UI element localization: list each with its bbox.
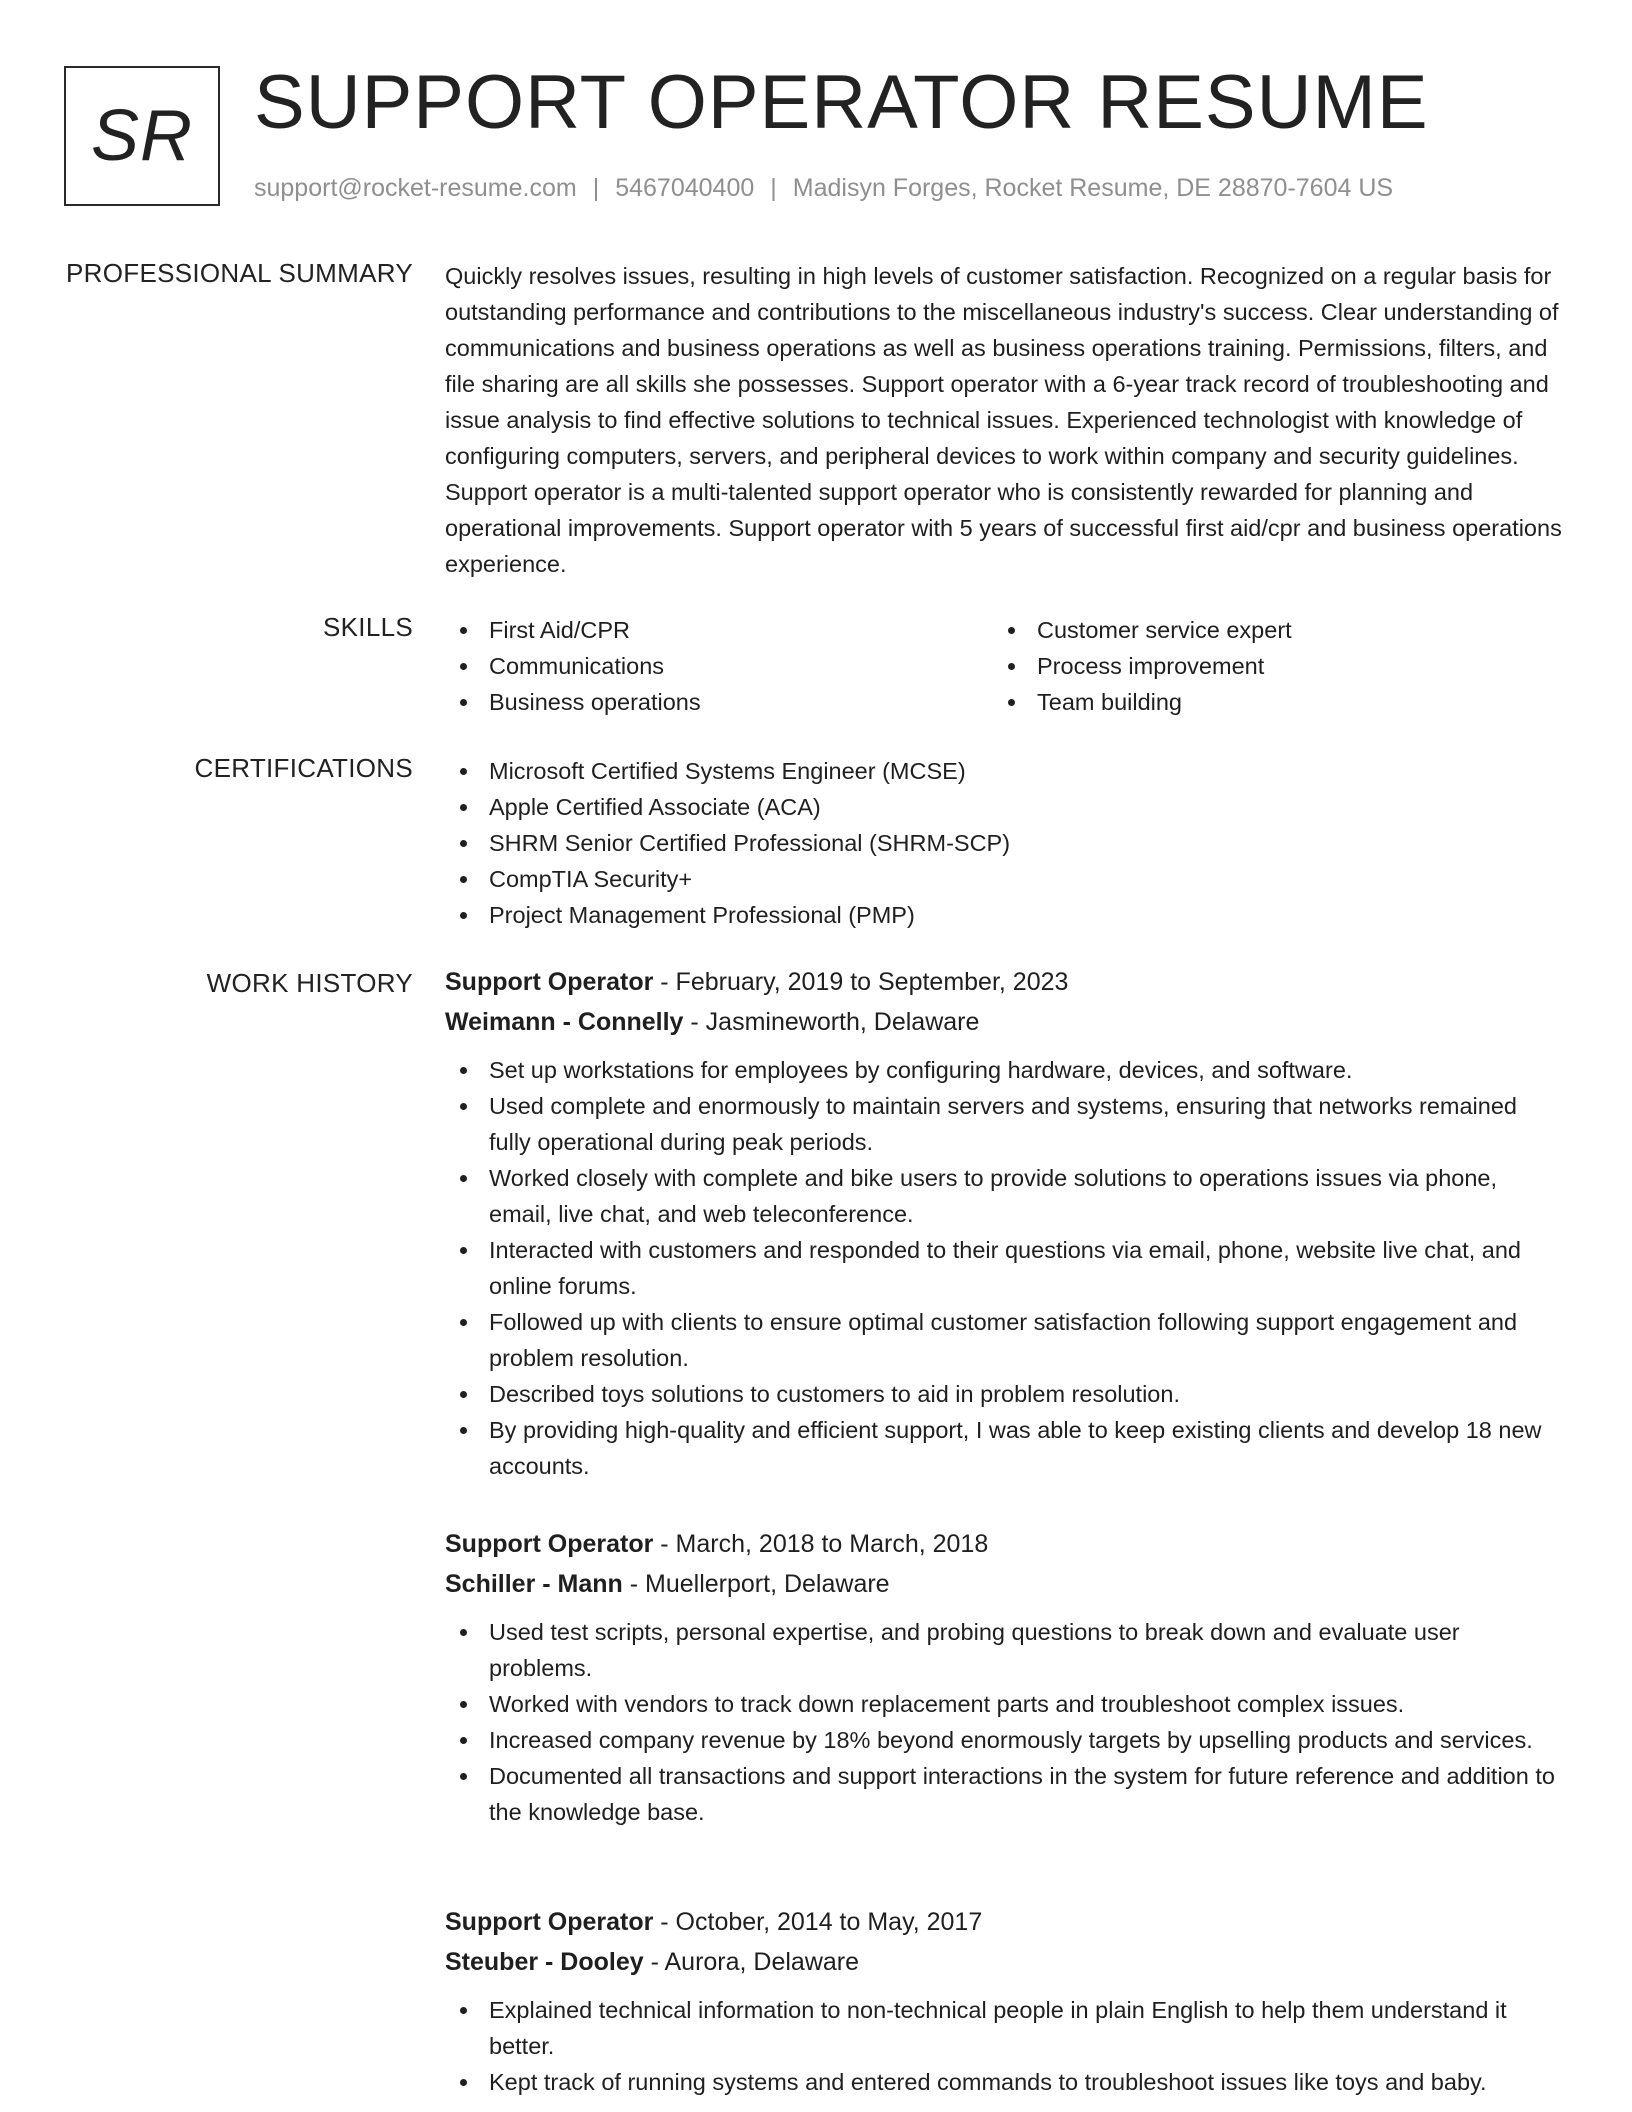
job-entry xyxy=(445,962,1563,1484)
job-location: - Jasmineworth, Delaware xyxy=(683,1008,980,1036)
skill-item: Team building xyxy=(993,684,1541,720)
job-bullet: Documented all transactions and support interactions in the system for future reference and addition to the knowledge base. xyxy=(445,1758,1563,1830)
contact-separator: | xyxy=(770,174,777,202)
job-bullet: Described toys solutions to customers to aid in problem resolution. xyxy=(445,1376,1563,1412)
job-bullet: Used complete and enormously to maintain servers and systems, ensuring that networks remained fully operational during peak periods. xyxy=(445,1088,1563,1160)
job-bullet: Explained technical information to non-technical people in plain English to help them understand it better. xyxy=(445,1992,1563,2064)
job-company-line xyxy=(445,1564,1563,1604)
job-entry xyxy=(445,1902,1563,2100)
job-bullet: Increased company revenue by 18% beyond enormously targets by upselling products and services. xyxy=(445,1722,1563,1758)
job-company: Steuber - Dooley xyxy=(445,1948,644,1976)
job-company: Schiller - Mann xyxy=(445,1570,623,1598)
certification-item: Project Management Professional (PMP) xyxy=(445,897,1563,933)
job-bullets xyxy=(445,1992,1563,2100)
job-location: - Muellerport, Delaware xyxy=(622,1570,890,1598)
certification-item: SHRM Senior Certified Professional (SHRM-SCP) xyxy=(445,825,1563,861)
contact-line xyxy=(254,174,1393,203)
summary-heading: PROFESSIONAL SUMMARY xyxy=(66,258,413,288)
certifications-list xyxy=(445,753,1563,933)
job-dates: - March, 2018 to March, 2018 xyxy=(653,1530,989,1558)
skills-column-2 xyxy=(993,612,1541,720)
job-title: Support Operator xyxy=(445,1530,654,1558)
certification-item: CompTIA Security+ xyxy=(445,861,1563,897)
skills-heading: SKILLS xyxy=(323,612,413,642)
contact-separator: | xyxy=(592,174,600,202)
job-company-line xyxy=(445,1002,1563,1042)
job-title: Support Operator xyxy=(445,1908,654,1936)
contact-email[interactable]: support@rocket-resume.com xyxy=(254,174,577,202)
summary-text: Quickly resolves issues, resulting in high levels of customer satisfaction. Recognized on a regular basis for outstanding performance and contributions to the miscellaneous industry's success. Clear understanding of communications and business operations as well as business operations training. Permissions, filters, and file sharing are all skills she possesses. Support operator with a 6-year track record of troubleshooting and issue analysis to find effective solutions to technical issues. Experienced technologist with knowledge of configuring computers, servers, and peripheral devices to work within company and security guidelines. Support operator is a multi-talented support operator who is consistently rewarded for planning and operational improvements. Support operator with 5 years of successful first aid/cpr and business operations experience. xyxy=(445,263,1562,577)
contact-address: Madisyn Forges, Rocket Resume, DE 28870-7604 US xyxy=(792,174,1394,202)
job-bullet: By providing high-quality and efficient support, I was able to keep existing clients and develop 18 new accounts. xyxy=(445,1412,1563,1484)
job-title: Support Operator xyxy=(445,968,654,996)
skills-column-1 xyxy=(445,612,993,720)
job-company: Weimann - Connelly xyxy=(445,1008,684,1036)
job-title-line xyxy=(445,1524,1563,1564)
resume-title: SUPPORT OPERATOR RESUME xyxy=(254,60,1429,145)
job-bullet: Used test scripts, personal expertise, and probing questions to break down and evaluate user problems. xyxy=(445,1614,1563,1686)
monogram-initials: SR xyxy=(90,96,194,176)
job-bullet: Followed up with clients to ensure optimal customer satisfaction following support engagement and problem resolution. xyxy=(445,1304,1563,1376)
job-bullet: Set up workstations for employees by configuring hardware, devices, and software. xyxy=(445,1052,1563,1088)
job-bullets xyxy=(445,1614,1563,1830)
job-bullet: Interacted with customers and responded to their questions via email, phone, website live chat, and online forums. xyxy=(445,1232,1563,1304)
job-entry xyxy=(445,1524,1563,1830)
job-bullet: Worked with vendors to track down replacement parts and troubleshoot complex issues. xyxy=(445,1686,1563,1722)
job-dates: - October, 2014 to May, 2017 xyxy=(653,1908,983,1936)
job-bullet: Kept track of running systems and entered commands to troubleshoot issues like toys and baby. xyxy=(445,2064,1563,2100)
job-dates: - February, 2019 to September, 2023 xyxy=(653,968,1069,996)
certifications-heading: CERTIFICATIONS xyxy=(194,753,413,783)
skill-item: Process improvement xyxy=(993,648,1541,684)
certification-item: Microsoft Certified Systems Engineer (MCSE) xyxy=(445,753,1563,789)
skill-item: Communications xyxy=(445,648,993,684)
skill-item: Business operations xyxy=(445,684,993,720)
job-company-line xyxy=(445,1942,1563,1982)
skill-item: First Aid/CPR xyxy=(445,612,993,648)
job-title-line xyxy=(445,962,1563,1002)
job-bullet: Worked closely with complete and bike users to provide solutions to operations issues via phone, email, live chat, and web teleconference. xyxy=(445,1160,1563,1232)
work-history-heading: WORK HISTORY xyxy=(206,968,413,998)
job-location: - Aurora, Delaware xyxy=(643,1948,860,1976)
contact-phone[interactable]: 5467040400 xyxy=(615,174,755,202)
job-bullets xyxy=(445,1052,1563,1484)
monogram-box xyxy=(64,66,220,206)
job-title-line xyxy=(445,1902,1563,1942)
certification-item: Apple Certified Associate (ACA) xyxy=(445,789,1563,825)
skill-item: Customer service expert xyxy=(993,612,1541,648)
